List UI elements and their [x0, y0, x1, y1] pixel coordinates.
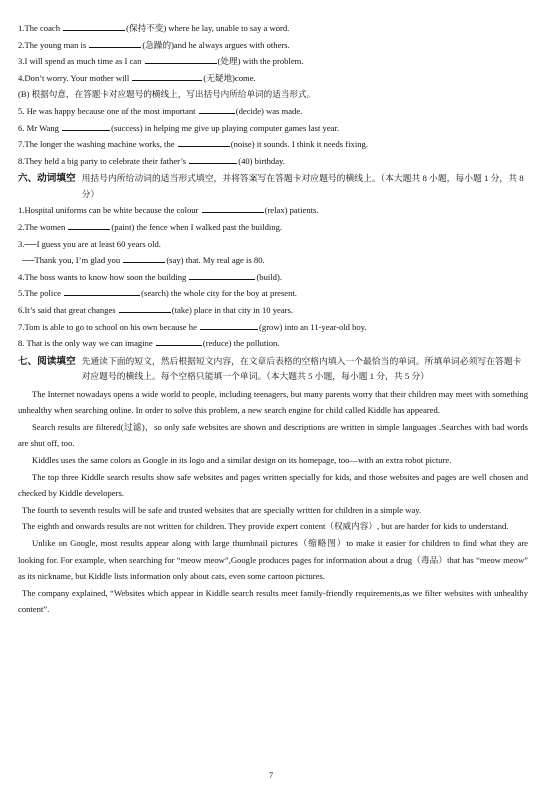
question-line: 7.The longer the washing machine works, the (noise) it sounds. I think it needs fixing. — [18, 139, 368, 150]
answer-blank[interactable] — [145, 54, 217, 64]
answer-blank[interactable] — [199, 104, 235, 114]
answer-blank[interactable] — [132, 71, 202, 81]
passage-paragraph: Kiddles uses the same colors as Google in its logo and a similar design on its homepage, too—with an extra robot picture. — [32, 455, 452, 466]
section-instruction: 先通读下面的短文，然后根据短文内容，在文章后表格的空格内填入一个最恰当的单词。所填单词必须写在答题卡对应题号的横线上。每个空格只能填一个单词。（本大题共 5 小题，每小题 1 分，共 5 分） — [81, 355, 522, 382]
answer-blank[interactable] — [189, 270, 255, 280]
passage-paragraph: Search results are filtered(过滤)，so only safe websites are shown and descriptions are written in simple languages .Searches with bad words are shut off, too. — [18, 421, 528, 449]
answer-blank[interactable] — [202, 203, 264, 213]
answer-blank[interactable] — [89, 38, 141, 48]
part5-section-a — [18, 20, 528, 86]
answer-blank[interactable] — [63, 21, 125, 31]
question-line: 2.The women (paint) the fence when I walked past the building. — [18, 221, 283, 232]
answer-blank[interactable] — [62, 121, 110, 131]
question-line: 6. Mr Wang (success) in helping me give up playing computer games last year. — [18, 122, 339, 133]
part5-b-instruction: (B) 根据句意，在答题卡对应题号的横线上，写出括号内所给单词的适当形式。 — [18, 89, 316, 100]
section-instruction: 用括号内所给动词的适当形式填空，并将答案写在答题卡对应题号的横线上。（本大题共 8 小题，每小题 1 分，共 8 分） — [81, 173, 524, 199]
question-line: 3.I will spend as much time as I can (处理) with the problem. — [18, 56, 304, 67]
answer-blank[interactable] — [123, 253, 165, 263]
passage-paragraph: The Internet nowadays opens a wide world to people, including teenagers, but many parents worry that their children may meet with something unhealthy when searching online. In order to solve this problem, a new search engine for child called Kiddle has appeared. — [18, 388, 528, 416]
passage-paragraph: The top three Kiddle search results show safe websites and pages written specially for kids, and those websites and pages are well chosen and checked by Kiddle developers. — [18, 471, 528, 499]
passage-paragraph: The company explained, “Websites which appear in Kiddle search results meet family-friendly requirements,as we filter websites with unhealthy content”. — [18, 587, 528, 615]
question-line: 5. He was happy because one of the most important (decide) was made. — [18, 105, 303, 116]
question-line: 6.It’s said that great changes (take) place in that city in 10 years. — [18, 304, 293, 315]
answer-blank[interactable] — [119, 303, 171, 313]
answer-blank[interactable] — [200, 320, 258, 330]
question-line: 5.The police (search) the whole city for the boy at present. — [18, 288, 297, 299]
passage-paragraph: The fourth to seventh results will be safe and trusted websites that are specially written for children in a simple way. — [22, 504, 422, 515]
answer-blank[interactable] — [64, 286, 140, 296]
answer-blank[interactable] — [189, 154, 237, 164]
question-line: 4.Don’t worry. Your mother will (无疑地)come. — [18, 72, 256, 83]
question-line: 3.──I guess you are at least 60 years old. — [18, 238, 161, 249]
page-number: 7 — [268, 770, 274, 780]
answer-blank[interactable] — [68, 220, 110, 230]
worksheet-page — [18, 20, 528, 618]
question-line: 4.The boss wants to know how soon the building (build). — [18, 271, 282, 282]
question-line: 2.The young man is (急躁的)and he always argues with others. — [18, 39, 290, 50]
answer-blank[interactable] — [156, 336, 202, 346]
section-heading: 七、阅读填空 — [18, 355, 76, 367]
question-line: ──Thank you, I’m glad you (say) that. My real age is 80. — [18, 255, 265, 266]
question-line: 7.Tom is able to go to school on his own because he (grow) into an 11-year-old boy. — [18, 321, 367, 332]
passage-paragraph: The eighth and onwards results are not written for children. They provide expert content（权威内容）, but are harder for kids to understand. — [22, 521, 509, 532]
reading-passage — [18, 386, 528, 618]
question-line: 8. That is the only way we can imagine (reduce) the pollution. — [18, 338, 280, 349]
part6-title — [18, 171, 528, 202]
passage-paragraph: Unlike on Google, most results appear along with large thumbnail pictures（缩略图）to make it easier for children to find what they are looking for. For example, when searching for “meow meow”,Google produces pages for information about a drug（毒品）that has “meow meow” as its nickname, but Kiddle lists information only about cats, even some cartoon pictures. — [18, 538, 528, 582]
section-heading: 六、动词填空 — [18, 173, 76, 185]
part5-section-b — [18, 103, 528, 169]
question-line: 1.The coach (保持不变) where he lay, unable to say a word. — [18, 23, 290, 33]
part6-questions — [18, 202, 528, 351]
question-line: 1.Hospital uniforms can be white because the colour (relax) patients. — [18, 205, 319, 216]
answer-blank[interactable] — [178, 137, 230, 147]
question-line: 8.They held a big party to celebrate their father’s (40) birthday. — [18, 155, 285, 166]
part7-title — [18, 354, 528, 385]
